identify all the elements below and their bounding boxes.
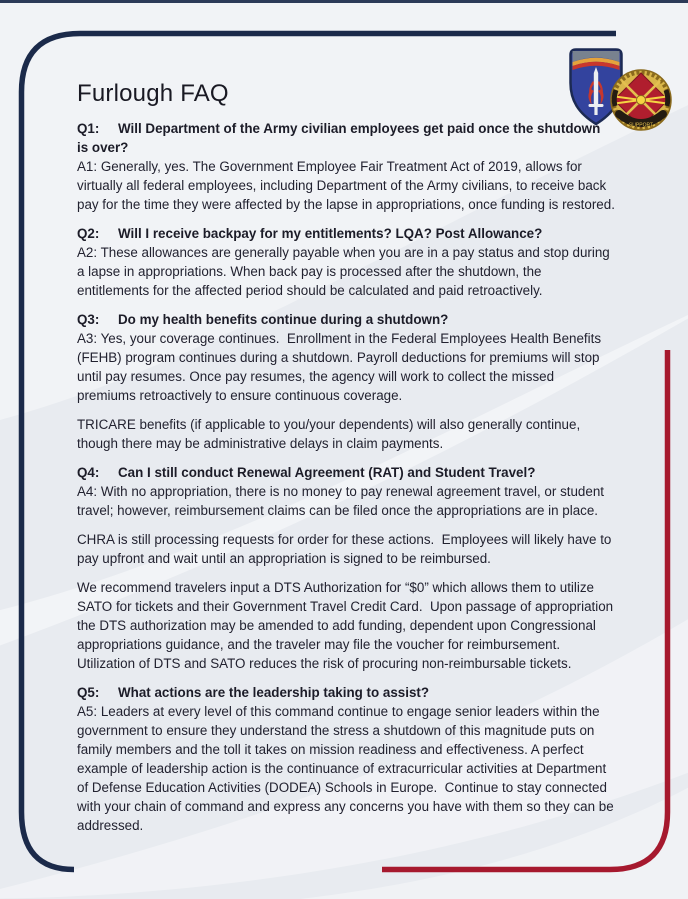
faq-answer-paragraph: A2: These allowances are generally payable when you are in a pay status and stop during a lapse in appropriations. When back pay is processed after the shutdown, the entitlements for the affected period should be calculated and paid retroactively. <box>77 245 614 298</box>
paragraph-gap <box>77 568 615 578</box>
faq-question <box>77 463 615 482</box>
faq-question <box>77 119 615 157</box>
faq-answer-paragraph: CHRA is still processing requests for order for these actions. Employees will likely have to pay upfront and wait until an appropriation is signed to be reimbursed. <box>77 532 616 566</box>
faq-item <box>77 683 618 835</box>
faq-question-text: Will I receive backpay for my entitlements? LQA? Post Allowance? <box>118 226 543 241</box>
faq-question-text: Will Department of the Army civilian employees get paid once the shutdown is over? <box>77 121 605 155</box>
page-title: Furlough FAQ <box>77 80 229 107</box>
faq-list <box>77 119 618 835</box>
faq-answer-paragraph: We recommend travelers input a DTS Authorization for “$0” which allows them to utilize SATO for tickets and their Government Travel Credit Card. Upon passage of appropriation the DTS authorization may be amended to add funding, dependent upon Congressional appropriations guidance, and the traveler may file the voucher for reimbursement. Utilization of DTS and SATO reduces the risk of procuring non-reimbursable tickets. <box>77 580 617 671</box>
faq-question-text: Do my health benefits continue during a shutdown? <box>118 312 449 327</box>
faq-question <box>77 310 615 329</box>
top-edge-rule <box>0 0 688 3</box>
faq-question-label: Q2: <box>77 226 100 241</box>
faq-item <box>77 224 615 300</box>
paragraph-gap <box>77 405 615 415</box>
faq-item <box>77 463 615 673</box>
faq-question <box>77 683 615 702</box>
faq-answer-paragraph: TRICARE benefits (if applicable to you/your dependents) will also generally continue, though there may be administrative delays in claim payments. <box>77 417 584 451</box>
faq-answer-paragraph: A5: Leaders at every level of this command continue to engage senior leaders within the government to ensure they understand the stress a shutdown of this magnitude puts on family members and the toll it takes on mission readiness and effectiveness. A perfect example of leadership action is the continuance of extracurricular activities at Department of Defense Education Activities (DODEA) Schools in Europe. Continue to stay connected with your chain of command and express any concerns you have with them so they can be addressed. <box>77 704 618 833</box>
faq-answer-paragraph: A3: Yes, your coverage continues. Enrollment in the Federal Employees Health Benefits (FEHB) program continues during a shutdown. Payroll deductions for premiums will stop until pay resumes. Once pay resumes, the agency will work to collect the missed premiums retroactively to ensure continuous coverage. <box>77 331 605 403</box>
paragraph-gap <box>77 520 615 530</box>
crest-ribbon-text: SUPPORT <box>628 122 654 129</box>
faq-question-label: Q5: <box>77 685 100 700</box>
faq-item <box>77 310 615 453</box>
faq-question-text: What actions are the leadership taking to assist? <box>118 685 430 700</box>
faq-question-label: Q4: <box>77 465 100 480</box>
faq-question <box>77 224 615 243</box>
faq-question-text: Can I still conduct Renewal Agreement (RAT) and Student Travel? <box>118 465 536 480</box>
faq-item <box>77 119 615 214</box>
faq-answer-paragraph: A4: With no appropriation, there is no money to pay renewal agreement travel, or student travel; however, reimbursement claims can be filed once the appropriations are in place. <box>77 484 608 518</box>
faq-question-label: Q1: <box>77 121 100 136</box>
faq-question-label: Q3: <box>77 312 100 327</box>
imcom-crest-insignia <box>608 66 674 134</box>
faq-answer-paragraph: A1: Generally, yes. The Government Employee Fair Treatment Act of 2019, allows for virtually all federal employees, including Department of the Army civilians, to receive back pay for the time they were affected by the lapse in appropriations, once funding is restored. <box>77 159 615 212</box>
